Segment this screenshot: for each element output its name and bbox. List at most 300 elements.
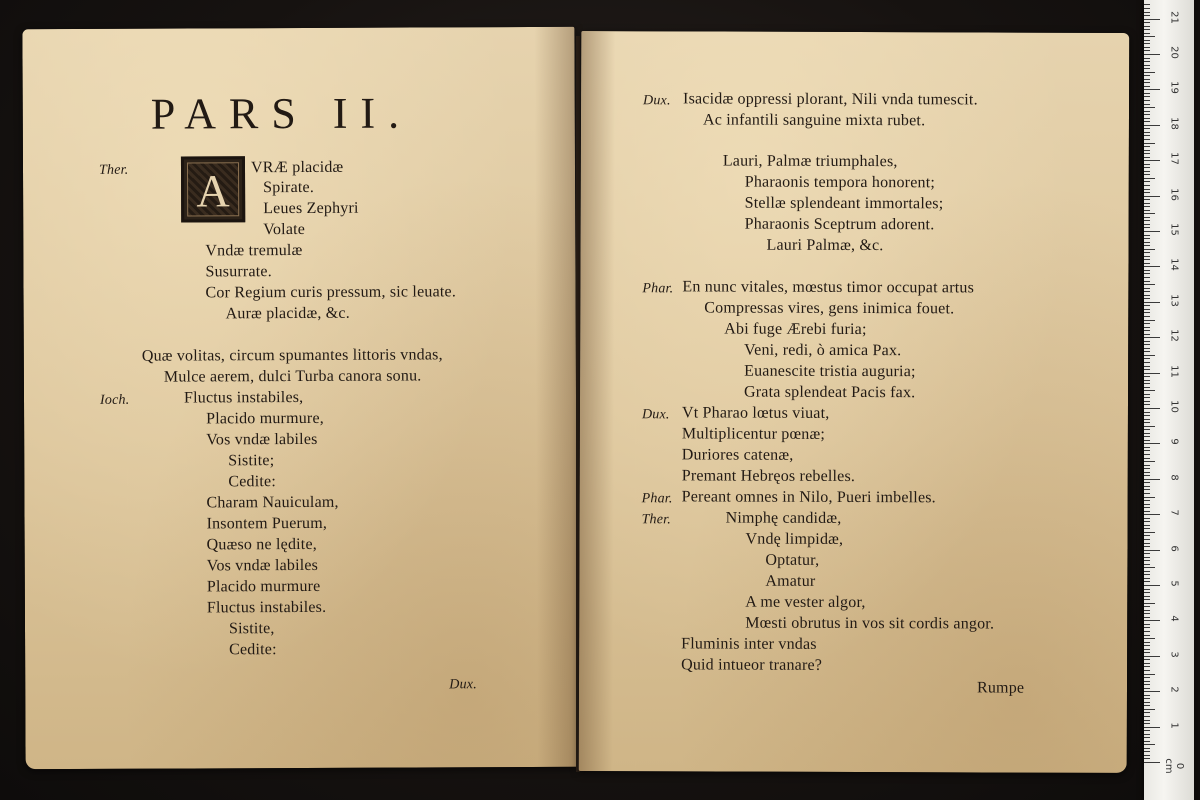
page-heading: PARS II. <box>150 88 413 139</box>
ruler-tick <box>1144 217 1150 218</box>
verse-line: Pharaonis tempora honorent; <box>744 173 936 192</box>
ruler-tick <box>1144 337 1160 338</box>
ruler-tick <box>1144 645 1150 646</box>
ruler-tick <box>1144 681 1150 682</box>
initial-letter: A <box>196 165 230 217</box>
verse-line: Compressas vires, gens inimica fouet. <box>704 299 955 318</box>
ruler-tick <box>1144 277 1150 278</box>
ruler-tick <box>1144 22 1150 23</box>
ruler-tick <box>1144 118 1150 119</box>
ruler-tick <box>1144 691 1160 692</box>
verse-line: Mulce aerem, dulci Turba canora sonu. <box>163 367 422 386</box>
ruler-tick <box>1144 532 1155 533</box>
verse-line: Optatur, <box>765 551 820 569</box>
ruler-tick <box>1144 54 1160 55</box>
ruler-tick <box>1144 624 1150 625</box>
speaker-label: Phar. <box>641 491 673 507</box>
verse-line: Grata splendeat Pacis fax. <box>744 383 916 402</box>
ruler-tick <box>1144 210 1150 211</box>
ruler-tick <box>1144 68 1150 69</box>
ruler-tick <box>1144 82 1150 83</box>
verse-line: Nimphę candidæ, <box>725 509 842 527</box>
ruler-tick <box>1144 734 1150 735</box>
verse-line: Vndę limpidæ, <box>745 530 844 548</box>
ruler-tick <box>1144 174 1150 175</box>
ruler-tick <box>1144 334 1150 335</box>
ruler-tick <box>1144 762 1160 763</box>
ruler-tick <box>1144 720 1150 721</box>
ruler-tick <box>1144 284 1155 285</box>
verse-line: Sistite, <box>228 620 275 638</box>
verse-line: Susurrate. <box>205 263 272 281</box>
ruler-tick <box>1144 19 1160 20</box>
ruler-tick <box>1144 606 1150 607</box>
ruler-tick <box>1144 422 1150 423</box>
ruler-tick <box>1144 620 1160 621</box>
ruler-tick <box>1144 380 1150 381</box>
ruler-tick <box>1144 43 1150 44</box>
verse-line: Isacidæ oppressi plorant, Nili vnda tumescit. <box>683 90 978 109</box>
ruler-tick <box>1144 521 1150 522</box>
ruler-tick <box>1144 454 1150 455</box>
ruler-tick <box>1144 65 1150 66</box>
ruler-tick <box>1144 29 1150 30</box>
ruler-tick <box>1144 450 1150 451</box>
catchword: Dux. <box>449 677 477 693</box>
ruler-tick <box>1144 132 1150 133</box>
verse-line: Quæ volitas, circum spumantes littoris vndas, <box>141 346 443 365</box>
ruler-tick <box>1144 273 1150 274</box>
verse-line: Euanescite tristia auguria; <box>744 362 916 381</box>
ruler-tick <box>1144 408 1160 409</box>
ruler-tick <box>1144 440 1150 441</box>
ruler-tick <box>1144 475 1150 476</box>
ruler-tick <box>1144 281 1150 282</box>
ruler-tick <box>1144 507 1150 508</box>
ruler-tick <box>1144 79 1150 80</box>
ruler-tick <box>1144 744 1155 745</box>
ruler-number: 19 <box>1168 81 1180 95</box>
ruler-tick <box>1144 397 1150 398</box>
ruler-tick <box>1144 185 1150 186</box>
ruler-tick <box>1144 550 1160 551</box>
ruler-tick <box>1144 528 1150 529</box>
ruler-tick <box>1144 135 1150 136</box>
ruler-tick <box>1144 164 1150 165</box>
ruler-tick <box>1144 557 1150 558</box>
verse-line: Leues Zephyri <box>263 199 359 218</box>
ruler-tick <box>1144 656 1160 657</box>
ruler-tick <box>1144 479 1160 480</box>
ruler-tick <box>1144 160 1160 161</box>
speaker-label: Phar. <box>642 281 674 297</box>
ruler-tick <box>1144 366 1150 367</box>
ruler-tick <box>1144 291 1150 292</box>
ruler-tick <box>1144 143 1155 144</box>
verse-line: Sistite; <box>228 452 275 470</box>
open-book <box>24 28 1132 776</box>
ruler-tick <box>1144 252 1150 253</box>
speaker-label: Ioch. <box>99 392 130 408</box>
ruler-tick <box>1144 33 1150 34</box>
verse-line: Lauri Palmæ, &c. <box>766 236 884 255</box>
ruler-tick <box>1144 100 1150 101</box>
ruler-tick <box>1144 227 1150 228</box>
verse-line: Spirate. <box>263 178 315 197</box>
ruler-number: 7 <box>1168 509 1180 516</box>
verse-line: Stellæ splendeant immortales; <box>744 194 944 213</box>
ruler-tick <box>1144 443 1160 444</box>
ruler-tick <box>1144 404 1150 405</box>
ruler-tick <box>1144 447 1150 448</box>
verse-line: Lauri, Palmæ triumphales, <box>722 152 898 171</box>
ruler-tick <box>1144 472 1150 473</box>
ruler-tick <box>1144 192 1150 193</box>
verse-line: Amatur <box>765 572 816 590</box>
ruler-tick <box>1144 613 1150 614</box>
ruler-number: 18 <box>1168 116 1180 130</box>
right-page <box>579 31 1130 773</box>
ruler-tick <box>1144 670 1150 671</box>
verse-line: Quid intueor tranare? <box>681 656 823 674</box>
ruler-tick <box>1144 93 1150 94</box>
ruler-tick <box>1144 482 1150 483</box>
ruler-number: 13 <box>1168 293 1180 307</box>
ruler-tick <box>1144 107 1155 108</box>
verse-line: Vos vndæ labiles <box>206 430 318 449</box>
ruler-tick <box>1144 26 1150 27</box>
ruler-tick <box>1144 574 1150 575</box>
verse-line: Vt Pharao lœtus viuat, <box>681 404 830 422</box>
verse-line: Pereant omnes in Nilo, Pueri imbelles. <box>681 488 936 507</box>
left-page <box>22 27 577 769</box>
ruler-tick <box>1144 266 1160 267</box>
ruler-tick <box>1144 111 1150 112</box>
ruler-tick <box>1144 171 1150 172</box>
verse-line: Abi fuge Ærebi furia; <box>724 320 867 339</box>
ruler-number: 15 <box>1168 223 1180 236</box>
verse-line: Volate <box>263 220 306 239</box>
ruler-tick <box>1144 121 1150 122</box>
ruler-tick <box>1144 238 1150 239</box>
ruler-number: 2 <box>1168 686 1180 693</box>
ruler-tick <box>1144 387 1150 388</box>
verse-line: Multiplicentur pœnæ; <box>681 425 826 443</box>
verse-line: Mœsti obrutus in vos sit cordis angor. <box>745 614 995 633</box>
ruler-tick <box>1144 712 1150 713</box>
ruler-tick <box>1144 320 1155 321</box>
ruler-tick <box>1144 128 1150 129</box>
ruler-tick <box>1144 203 1150 204</box>
ruler-tick <box>1144 535 1150 536</box>
ruler-tick <box>1144 599 1150 600</box>
ruler-tick <box>1144 429 1150 430</box>
verse-line: Veni, redi, ò amica Pax. <box>744 341 902 360</box>
ruler-tick <box>1144 298 1150 299</box>
ruler-number: 1 <box>1168 721 1180 729</box>
ruler-tick <box>1144 635 1150 636</box>
ruler-tick <box>1144 723 1150 724</box>
ruler-tick <box>1144 511 1150 512</box>
ruler-tick <box>1144 546 1150 547</box>
ruler-number: 17 <box>1168 152 1180 166</box>
ruler-tick <box>1144 642 1150 643</box>
ruler-tick <box>1144 571 1150 572</box>
ruler-tick <box>1144 652 1150 653</box>
ruler-tick <box>1144 351 1150 352</box>
verse-line: Insontem Puerum, <box>206 514 328 533</box>
ruler-tick <box>1144 412 1150 413</box>
ruler-tick <box>1144 677 1150 678</box>
ruler-tick <box>1144 75 1150 76</box>
ruler-tick <box>1144 755 1150 756</box>
ruler-tick <box>1144 213 1155 214</box>
speaker-label: Dux. <box>641 407 670 423</box>
ruler-tick <box>1144 666 1150 667</box>
ruler-tick <box>1144 245 1150 246</box>
ruler-tick <box>1144 401 1150 402</box>
ruler-tick <box>1144 72 1155 73</box>
ruler-tick <box>1144 539 1150 540</box>
ruler-tick <box>1144 8 1150 9</box>
ruler-tick <box>1144 589 1150 590</box>
ruler-tick <box>1144 344 1150 345</box>
ruler-tick <box>1144 702 1150 703</box>
ruler-tick <box>1144 157 1150 158</box>
ruler-tick <box>1144 15 1150 16</box>
ruler-tick <box>1144 327 1150 328</box>
ruler-tick <box>1144 543 1150 544</box>
measuring-ruler <box>1144 0 1194 800</box>
ruler-tick <box>1144 302 1160 303</box>
ruler-number: 12 <box>1168 329 1180 343</box>
ruler-tick <box>1144 256 1150 257</box>
ruler-tick <box>1144 235 1150 236</box>
ruler-tick <box>1144 433 1150 434</box>
ruler-tick <box>1144 458 1150 459</box>
ruler-tick <box>1144 567 1155 568</box>
ruler-number: 8 <box>1168 474 1180 481</box>
ruler-tick <box>1144 461 1155 462</box>
ruler-tick <box>1144 4 1150 5</box>
ruler-tick <box>1144 309 1150 310</box>
ruler-tick <box>1144 705 1150 706</box>
verse-line: En nunc vitales, mœstus timor occupat artus <box>682 278 975 297</box>
ruler-tick <box>1144 603 1155 604</box>
verse-line: Ac infantili sanguine mixta rubet. <box>702 111 926 130</box>
ruler-tick <box>1144 61 1150 62</box>
ruler-tick <box>1144 146 1150 147</box>
ruler-tick <box>1144 468 1150 469</box>
ruler-tick <box>1144 560 1150 561</box>
speaker-label: Dux. <box>643 93 671 109</box>
ruler-tick <box>1144 758 1150 759</box>
ruler-tick <box>1144 465 1150 466</box>
ruler-tick <box>1144 518 1150 519</box>
ruler-tick <box>1144 376 1150 377</box>
ruler-tick <box>1144 178 1155 179</box>
ruler-tick <box>1144 259 1150 260</box>
ruler-number: 10 <box>1168 400 1180 413</box>
ruler-tick <box>1144 369 1150 370</box>
ruler-tick <box>1144 674 1155 675</box>
ruler-tick <box>1144 436 1150 437</box>
verse-line: Placido murmure <box>206 577 321 596</box>
ruler-tick <box>1144 58 1150 59</box>
verse-line: Quæso ne lędite, <box>206 535 317 554</box>
verse-line: Auræ placidæ, &c. <box>225 304 350 323</box>
ruler-tick <box>1144 181 1150 182</box>
ruler-tick <box>1144 249 1155 250</box>
ruler-tick <box>1144 263 1150 264</box>
ruler-tick <box>1144 373 1160 374</box>
ruler-number: 16 <box>1168 187 1180 201</box>
ruler-number: 11 <box>1168 364 1180 378</box>
ruler-tick <box>1144 394 1150 395</box>
verse-line: Placido murmure, <box>206 409 324 428</box>
ruler-tick <box>1144 663 1150 664</box>
ruler-tick <box>1144 426 1155 427</box>
ruler-tick <box>1144 47 1150 48</box>
ruler-tick <box>1144 493 1150 494</box>
ruler-tick <box>1144 167 1150 168</box>
ruler-tick <box>1144 189 1150 190</box>
ruler-number: 9 <box>1168 438 1180 446</box>
ruler-tick <box>1144 199 1150 200</box>
ruler-tick <box>1144 150 1150 151</box>
ruler-tick <box>1144 684 1150 685</box>
ruler-tick <box>1144 383 1150 384</box>
verse-line: Fluctus instabiles, <box>183 388 304 407</box>
ruler-tick <box>1144 40 1150 41</box>
ruler-tick <box>1144 564 1150 565</box>
ruler-tick <box>1144 50 1150 51</box>
ruler-tick <box>1144 196 1160 197</box>
ruler-tick <box>1144 104 1150 105</box>
ruler-tick <box>1144 617 1150 618</box>
ruler-tick <box>1144 114 1150 115</box>
ruler-tick <box>1144 316 1150 317</box>
catchword: Rumpe <box>976 679 1025 697</box>
speaker-label: Ther. <box>98 162 129 178</box>
ruler-tick <box>1144 348 1150 349</box>
ruler-number: 4 <box>1168 615 1180 623</box>
verse-line: Fluminis inter vndas <box>681 635 817 653</box>
ruler-tick <box>1144 553 1150 554</box>
ruler-number: 5 <box>1168 580 1180 587</box>
ruler-tick <box>1144 139 1150 140</box>
verse-line: Duriores catenæ, <box>681 446 794 464</box>
ruler-tick <box>1144 12 1150 13</box>
ruler-tick <box>1144 341 1150 342</box>
ruler-tick <box>1144 525 1150 526</box>
verse-line: Vos vndæ labiles <box>206 556 319 575</box>
ruler-tick <box>1144 638 1155 639</box>
ruler-tick <box>1144 698 1150 699</box>
verse-line: Cor Regium curis pressum, sic leuate. <box>205 283 457 302</box>
verse-line: Fluctus instabiles. <box>206 598 327 617</box>
ruler-tick <box>1144 627 1150 628</box>
ruler-tick <box>1144 709 1155 710</box>
ruler-number: 14 <box>1168 258 1180 272</box>
ruler-tick <box>1144 323 1150 324</box>
ruler-tick <box>1144 224 1150 225</box>
ruler-tick <box>1144 206 1150 207</box>
verse-line: Premant Hebręos rebelles. <box>681 467 856 486</box>
ruler-number: 21 <box>1168 10 1180 24</box>
verse-line: Cedite: <box>229 641 277 659</box>
verse-line: A me vester algor, <box>745 593 866 612</box>
ruler-tick <box>1144 153 1150 154</box>
ruler-tick <box>1144 415 1150 416</box>
ruler-tick <box>1144 390 1155 391</box>
ruler-tick <box>1144 362 1150 363</box>
ruler-tick <box>1144 242 1150 243</box>
verse-line: Pharaonis Sceptrum adorent. <box>744 215 935 234</box>
ruler-number: 6 <box>1168 544 1180 552</box>
ruler-tick <box>1144 727 1160 728</box>
ruler-tick <box>1144 270 1150 271</box>
verse-line: Cedite: <box>228 473 277 491</box>
ruler-tick <box>1144 631 1150 632</box>
ruler-tick <box>1144 730 1150 731</box>
ruler-tick <box>1144 486 1150 487</box>
ruler-tick <box>1144 231 1160 232</box>
ruler-number: 0 cm <box>1163 758 1185 774</box>
speaker-label: Ther. <box>641 512 672 528</box>
verse-line: Vndæ tremulæ <box>205 241 303 260</box>
ruler-tick <box>1144 295 1150 296</box>
ruler-tick <box>1144 716 1150 717</box>
ruler-tick <box>1144 592 1150 593</box>
verse-line: VRÆ placidæ <box>250 158 344 177</box>
ruler-tick <box>1144 497 1155 498</box>
ruler-tick <box>1144 688 1150 689</box>
ruler-tick <box>1144 596 1150 597</box>
ruler-tick <box>1144 288 1150 289</box>
ruler-tick <box>1144 96 1150 97</box>
ruler-tick <box>1144 489 1150 490</box>
ruler-tick <box>1144 305 1150 306</box>
ruler-tick <box>1144 585 1160 586</box>
ruler-tick <box>1144 355 1155 356</box>
ruler-tick <box>1144 578 1150 579</box>
ruler-tick <box>1144 610 1150 611</box>
ruler-tick <box>1144 581 1150 582</box>
ruler-tick <box>1144 312 1150 313</box>
verse-line: Charam Nauiculam, <box>206 493 339 512</box>
ruler-tick <box>1144 751 1150 752</box>
ruler-number: 3 <box>1168 651 1180 658</box>
ruler-tick <box>1144 659 1150 660</box>
ruler-tick <box>1144 89 1160 90</box>
ruler-tick <box>1144 220 1150 221</box>
ruler-number: 20 <box>1168 46 1180 59</box>
ruler-tick <box>1144 86 1150 87</box>
ruler-tick <box>1144 500 1150 501</box>
ruler-tick <box>1144 330 1150 331</box>
ruler-tick <box>1144 741 1150 742</box>
ruler-tick <box>1144 737 1150 738</box>
decorated-initial <box>181 156 245 222</box>
ruler-tick <box>1144 695 1150 696</box>
ruler-tick <box>1144 649 1150 650</box>
ruler-tick <box>1144 504 1150 505</box>
ruler-tick <box>1144 514 1160 515</box>
ruler-tick <box>1144 358 1150 359</box>
ruler-tick <box>1144 36 1155 37</box>
ruler-tick <box>1144 419 1150 420</box>
